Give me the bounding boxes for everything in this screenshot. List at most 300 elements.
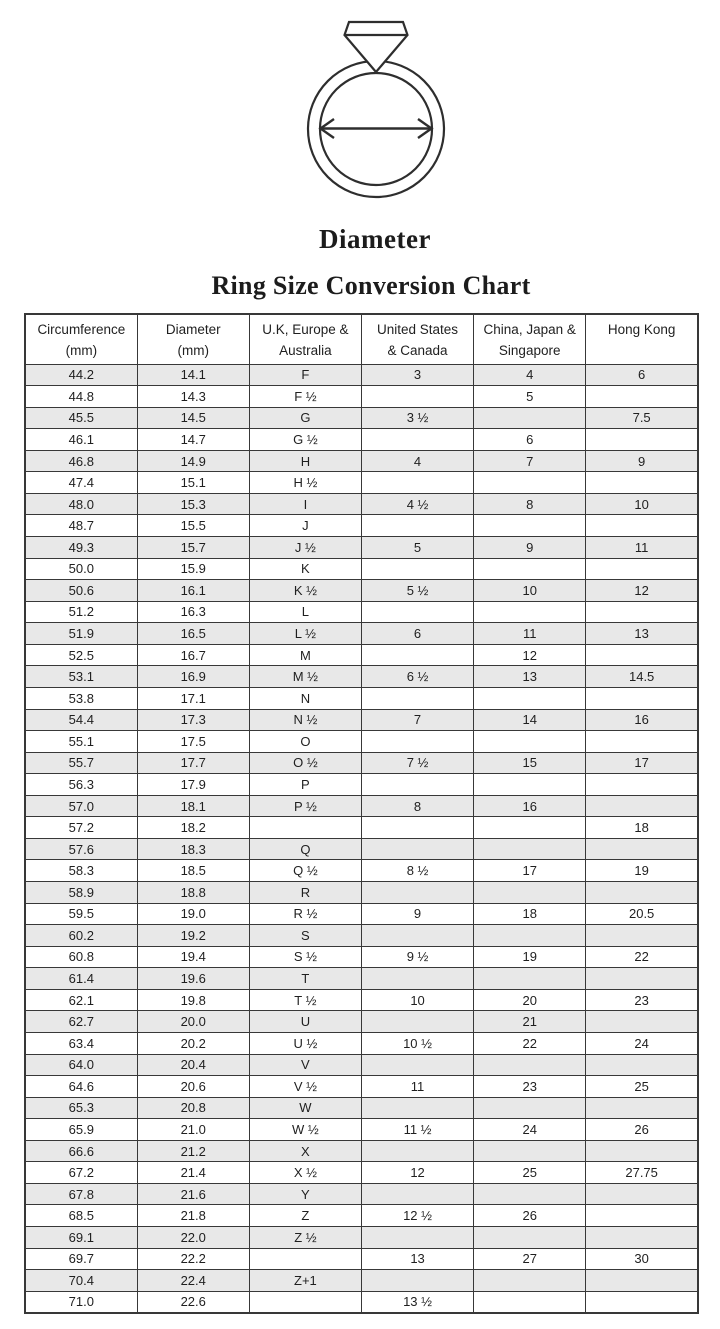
table-cell: 16.1 xyxy=(137,580,249,602)
table-cell: 21.8 xyxy=(137,1205,249,1227)
table-cell: 12 xyxy=(474,644,586,666)
table-cell: H xyxy=(249,450,361,472)
table-cell: P ½ xyxy=(249,795,361,817)
table-cell: 22.2 xyxy=(137,1248,249,1270)
table-cell: 50.0 xyxy=(25,558,137,580)
table-cell: 46.8 xyxy=(25,450,137,472)
table-row xyxy=(25,752,698,774)
table-cell: Q xyxy=(249,838,361,860)
table-cell: 51.9 xyxy=(25,623,137,645)
table-cell: 58.9 xyxy=(25,882,137,904)
table-cell: K ½ xyxy=(249,580,361,602)
table-row xyxy=(25,1011,698,1033)
table-cell: 60.2 xyxy=(25,925,137,947)
table-cell: 57.2 xyxy=(25,817,137,839)
table-cell: U xyxy=(249,1011,361,1033)
table-cell: 17 xyxy=(474,860,586,882)
ring-size-table xyxy=(24,313,699,1314)
table-cell xyxy=(361,558,473,580)
table-cell: T xyxy=(249,968,361,990)
table-row xyxy=(25,1183,698,1205)
table-cell xyxy=(586,838,698,860)
table-cell: 17.3 xyxy=(137,709,249,731)
table-cell xyxy=(586,687,698,709)
table-cell xyxy=(474,407,586,429)
table-cell xyxy=(474,515,586,537)
page-title: Ring Size Conversion Chart xyxy=(211,271,531,300)
table-cell: 25 xyxy=(586,1076,698,1098)
table-cell: 64.0 xyxy=(25,1054,137,1076)
table-cell: 21.6 xyxy=(137,1183,249,1205)
table-cell: L ½ xyxy=(249,623,361,645)
table-cell: 64.6 xyxy=(25,1076,137,1098)
table-cell: 17.9 xyxy=(137,774,249,796)
table-cell: 18.2 xyxy=(137,817,249,839)
table-row xyxy=(25,1076,698,1098)
table-cell: 13 ½ xyxy=(361,1291,473,1313)
table-cell: G ½ xyxy=(249,429,361,451)
table-cell: 4 ½ xyxy=(361,493,473,515)
table-cell: R ½ xyxy=(249,903,361,925)
table-cell: 16.3 xyxy=(137,601,249,623)
table-cell: 71.0 xyxy=(25,1291,137,1313)
table-row xyxy=(25,364,698,386)
table-row xyxy=(25,817,698,839)
table-cell xyxy=(586,1140,698,1162)
table-cell: I xyxy=(249,493,361,515)
table-cell xyxy=(361,1227,473,1249)
table-cell: T ½ xyxy=(249,989,361,1011)
table-cell: 5 ½ xyxy=(361,580,473,602)
table-cell: 53.1 xyxy=(25,666,137,688)
table-cell: 11 xyxy=(361,1076,473,1098)
ring-size-table-body xyxy=(25,364,698,1313)
table-cell xyxy=(586,795,698,817)
table-cell: 7.5 xyxy=(586,407,698,429)
table-cell: 5 xyxy=(474,386,586,408)
table-cell: 12 ½ xyxy=(361,1205,473,1227)
table-cell: 16 xyxy=(586,709,698,731)
table-cell: 14.7 xyxy=(137,429,249,451)
table-cell xyxy=(474,838,586,860)
table-cell: 15.5 xyxy=(137,515,249,537)
table-cell: 67.8 xyxy=(25,1183,137,1205)
table-cell xyxy=(474,882,586,904)
table-cell xyxy=(361,1054,473,1076)
table-cell xyxy=(586,1097,698,1119)
table-cell: 4 xyxy=(474,364,586,386)
table-cell: N xyxy=(249,687,361,709)
table-cell xyxy=(586,472,698,494)
table-cell: 16.7 xyxy=(137,644,249,666)
table-cell: U ½ xyxy=(249,1032,361,1054)
table-row xyxy=(25,666,698,688)
table-cell xyxy=(474,1270,586,1292)
table-cell: Z+1 xyxy=(249,1270,361,1292)
table-cell: 24 xyxy=(474,1119,586,1141)
table-cell xyxy=(586,1227,698,1249)
table-cell: 8 xyxy=(474,493,586,515)
table-cell: 53.8 xyxy=(25,687,137,709)
table-cell xyxy=(586,1270,698,1292)
table-cell: 6 ½ xyxy=(361,666,473,688)
table-cell: Z ½ xyxy=(249,1227,361,1249)
table-cell: K xyxy=(249,558,361,580)
table-cell: 57.0 xyxy=(25,795,137,817)
table-cell: 54.4 xyxy=(25,709,137,731)
table-cell: 48.0 xyxy=(25,493,137,515)
table-cell xyxy=(474,601,586,623)
table-cell xyxy=(586,968,698,990)
table-row xyxy=(25,429,698,451)
table-row xyxy=(25,687,698,709)
table-cell xyxy=(586,1183,698,1205)
table-row xyxy=(25,1032,698,1054)
table-cell: 9 xyxy=(586,450,698,472)
table-row xyxy=(25,903,698,925)
table-cell xyxy=(361,817,473,839)
table-cell: P xyxy=(249,774,361,796)
table-cell xyxy=(474,968,586,990)
table-cell: 16.9 xyxy=(137,666,249,688)
table-cell xyxy=(586,386,698,408)
table-row xyxy=(25,450,698,472)
table-cell: 9 ½ xyxy=(361,946,473,968)
table-row xyxy=(25,731,698,753)
table-cell xyxy=(586,558,698,580)
table-cell: 18.1 xyxy=(137,795,249,817)
table-cell xyxy=(586,1291,698,1313)
table-cell: 58.3 xyxy=(25,860,137,882)
table-row xyxy=(25,989,698,1011)
table-cell: 62.1 xyxy=(25,989,137,1011)
table-cell: 22.4 xyxy=(137,1270,249,1292)
table-cell: M xyxy=(249,644,361,666)
table-cell: 20.5 xyxy=(586,903,698,925)
table-cell: 70.4 xyxy=(25,1270,137,1292)
table-cell: 22 xyxy=(474,1032,586,1054)
table-cell xyxy=(474,774,586,796)
table-cell: 21 xyxy=(474,1011,586,1033)
table-row xyxy=(25,1291,698,1313)
table-cell xyxy=(586,1054,698,1076)
table-cell: 7 xyxy=(474,450,586,472)
table-cell: M ½ xyxy=(249,666,361,688)
table-cell: 19.2 xyxy=(137,925,249,947)
table-row xyxy=(25,925,698,947)
table-row xyxy=(25,795,698,817)
table-cell: W xyxy=(249,1097,361,1119)
table-cell xyxy=(361,386,473,408)
table-cell: 69.1 xyxy=(25,1227,137,1249)
table-cell: 23 xyxy=(474,1076,586,1098)
table-row xyxy=(25,407,698,429)
table-cell xyxy=(586,882,698,904)
table-cell: 21.4 xyxy=(137,1162,249,1184)
table-row xyxy=(25,1162,698,1184)
table-cell: Z xyxy=(249,1205,361,1227)
table-cell xyxy=(361,601,473,623)
table-cell: 17 xyxy=(586,752,698,774)
table-row xyxy=(25,515,698,537)
table-cell xyxy=(361,644,473,666)
table-cell: 20.4 xyxy=(137,1054,249,1076)
table-cell: 68.5 xyxy=(25,1205,137,1227)
table-cell: 22.6 xyxy=(137,1291,249,1313)
table-cell: 19 xyxy=(586,860,698,882)
table-cell: 6 xyxy=(361,623,473,645)
table-cell: 14.9 xyxy=(137,450,249,472)
table-cell: 9 xyxy=(474,537,586,559)
table-cell: V xyxy=(249,1054,361,1076)
table-cell: L xyxy=(249,601,361,623)
table-cell: 20.8 xyxy=(137,1097,249,1119)
table-cell xyxy=(361,882,473,904)
table-cell: 26 xyxy=(474,1205,586,1227)
table-row xyxy=(25,623,698,645)
table-cell: 13 xyxy=(474,666,586,688)
table-row xyxy=(25,558,698,580)
table-cell: 13 xyxy=(361,1248,473,1270)
table-cell: 44.8 xyxy=(25,386,137,408)
table-row xyxy=(25,1248,698,1270)
table-cell: 21.0 xyxy=(137,1119,249,1141)
table-row xyxy=(25,537,698,559)
column-header-china-japan-singapore: China, Japan & Singapore xyxy=(474,314,586,364)
table-cell: G xyxy=(249,407,361,429)
table-cell: Q ½ xyxy=(249,860,361,882)
table-cell xyxy=(361,429,473,451)
table-cell: 19 xyxy=(474,946,586,968)
table-cell: 60.8 xyxy=(25,946,137,968)
table-cell xyxy=(586,731,698,753)
table-cell: 14.3 xyxy=(137,386,249,408)
column-header-us-canada: United States & Canada xyxy=(361,314,473,364)
ring-with-diamond-icon xyxy=(290,14,462,206)
table-cell: 14.1 xyxy=(137,364,249,386)
table-cell: 20.6 xyxy=(137,1076,249,1098)
table-row xyxy=(25,1119,698,1141)
table-cell: 18 xyxy=(586,817,698,839)
table-cell xyxy=(361,838,473,860)
table-cell xyxy=(474,925,586,947)
table-cell: 25 xyxy=(474,1162,586,1184)
table-cell: 7 xyxy=(361,709,473,731)
table-cell: 19.6 xyxy=(137,968,249,990)
table-cell: H ½ xyxy=(249,472,361,494)
table-cell: F ½ xyxy=(249,386,361,408)
table-cell: 15 xyxy=(474,752,586,774)
table-cell xyxy=(586,1011,698,1033)
table-cell: 65.9 xyxy=(25,1119,137,1141)
table-cell: 18.8 xyxy=(137,882,249,904)
table-cell: 30 xyxy=(586,1248,698,1270)
table-cell xyxy=(249,817,361,839)
table-cell: 17.1 xyxy=(137,687,249,709)
table-cell: 63.4 xyxy=(25,1032,137,1054)
table-cell xyxy=(474,1183,586,1205)
table-cell xyxy=(361,1011,473,1033)
table-cell: 22 xyxy=(586,946,698,968)
table-cell: 10 xyxy=(586,493,698,515)
table-cell: 16.5 xyxy=(137,623,249,645)
table-cell: 66.6 xyxy=(25,1140,137,1162)
table-row xyxy=(25,1227,698,1249)
diameter-arrow xyxy=(321,119,432,138)
table-cell: 27 xyxy=(474,1248,586,1270)
table-cell: 49.3 xyxy=(25,537,137,559)
table-cell: N ½ xyxy=(249,709,361,731)
table-cell: F xyxy=(249,364,361,386)
table-cell: 22.0 xyxy=(137,1227,249,1249)
table-cell: 20 xyxy=(474,989,586,1011)
diagram-caption: Diameter xyxy=(319,224,431,254)
table-cell xyxy=(361,925,473,947)
table-cell: 23 xyxy=(586,989,698,1011)
table-row xyxy=(25,386,698,408)
table-cell: 6 xyxy=(586,364,698,386)
table-cell: J ½ xyxy=(249,537,361,559)
table-cell xyxy=(586,1205,698,1227)
table-cell xyxy=(474,1140,586,1162)
table-cell: 46.1 xyxy=(25,429,137,451)
table-cell: 14.5 xyxy=(137,407,249,429)
table-row xyxy=(25,774,698,796)
table-cell: 24 xyxy=(586,1032,698,1054)
table-row xyxy=(25,838,698,860)
table-cell xyxy=(474,817,586,839)
table-cell: 14.5 xyxy=(586,666,698,688)
table-row xyxy=(25,882,698,904)
table-cell: 10 xyxy=(361,989,473,1011)
table-cell xyxy=(361,1140,473,1162)
column-header-diameter: Diameter (mm) xyxy=(137,314,249,364)
table-cell xyxy=(361,1270,473,1292)
table-cell: 20.0 xyxy=(137,1011,249,1033)
table-cell: 16 xyxy=(474,795,586,817)
table-cell xyxy=(586,774,698,796)
table-cell: 65.3 xyxy=(25,1097,137,1119)
table-header-row xyxy=(25,314,698,364)
table-row xyxy=(25,1205,698,1227)
table-cell xyxy=(474,1054,586,1076)
table-row xyxy=(25,1270,698,1292)
table-cell xyxy=(586,429,698,451)
table-cell: 17.5 xyxy=(137,731,249,753)
table-cell xyxy=(361,687,473,709)
table-cell: 13 xyxy=(586,623,698,645)
table-cell: 19.0 xyxy=(137,903,249,925)
table-cell xyxy=(249,1248,361,1270)
table-cell: 11 xyxy=(586,537,698,559)
table-cell: 47.4 xyxy=(25,472,137,494)
table-cell: 50.6 xyxy=(25,580,137,602)
table-cell: 7 ½ xyxy=(361,752,473,774)
table-cell: 57.6 xyxy=(25,838,137,860)
table-cell: X xyxy=(249,1140,361,1162)
table-cell: 52.5 xyxy=(25,644,137,666)
table-cell: 18.3 xyxy=(137,838,249,860)
table-cell xyxy=(474,1097,586,1119)
table-cell: 18 xyxy=(474,903,586,925)
table-cell xyxy=(474,731,586,753)
table-cell: 17.7 xyxy=(137,752,249,774)
table-cell: 67.2 xyxy=(25,1162,137,1184)
table-cell xyxy=(586,515,698,537)
table-cell xyxy=(474,472,586,494)
table-row xyxy=(25,968,698,990)
table-cell xyxy=(586,601,698,623)
table-cell: 12 xyxy=(586,580,698,602)
table-cell: S xyxy=(249,925,361,947)
table-cell: 14 xyxy=(474,709,586,731)
table-row xyxy=(25,1097,698,1119)
table-row xyxy=(25,644,698,666)
table-cell xyxy=(361,472,473,494)
table-cell: 56.3 xyxy=(25,774,137,796)
table-cell xyxy=(474,558,586,580)
table-cell: 59.5 xyxy=(25,903,137,925)
table-cell: 3 ½ xyxy=(361,407,473,429)
table-cell xyxy=(474,687,586,709)
table-cell: O ½ xyxy=(249,752,361,774)
column-header-hong-kong: Hong Kong xyxy=(586,314,698,364)
table-cell: 61.4 xyxy=(25,968,137,990)
table-row xyxy=(25,472,698,494)
table-cell xyxy=(361,731,473,753)
table-cell: Y xyxy=(249,1183,361,1205)
table-cell: 69.7 xyxy=(25,1248,137,1270)
table-cell xyxy=(361,774,473,796)
table-cell: 44.2 xyxy=(25,364,137,386)
table-cell: 55.1 xyxy=(25,731,137,753)
table-cell: 19.8 xyxy=(137,989,249,1011)
table-cell: 26 xyxy=(586,1119,698,1141)
table-row xyxy=(25,946,698,968)
table-cell xyxy=(474,1291,586,1313)
table-row xyxy=(25,601,698,623)
column-header-circumference: Circumference (mm) xyxy=(25,314,137,364)
table-cell: 55.7 xyxy=(25,752,137,774)
table-cell xyxy=(361,1097,473,1119)
table-cell: 20.2 xyxy=(137,1032,249,1054)
table-row xyxy=(25,860,698,882)
table-row xyxy=(25,709,698,731)
table-cell: R xyxy=(249,882,361,904)
table-cell: 4 xyxy=(361,450,473,472)
table-cell xyxy=(361,968,473,990)
table-cell: 9 xyxy=(361,903,473,925)
table-cell: 3 xyxy=(361,364,473,386)
table-cell: V ½ xyxy=(249,1076,361,1098)
table-row xyxy=(25,493,698,515)
column-header-uk-europe-australia: U.K, Europe & Australia xyxy=(249,314,361,364)
table-cell: 18.5 xyxy=(137,860,249,882)
table-cell: 10 ½ xyxy=(361,1032,473,1054)
table-cell: O xyxy=(249,731,361,753)
table-row xyxy=(25,1140,698,1162)
table-cell xyxy=(361,1183,473,1205)
table-row xyxy=(25,1054,698,1076)
table-cell: 5 xyxy=(361,537,473,559)
table-cell: 15.7 xyxy=(137,537,249,559)
table-cell: 21.2 xyxy=(137,1140,249,1162)
table-cell xyxy=(249,1291,361,1313)
table-row xyxy=(25,580,698,602)
table-cell: 15.3 xyxy=(137,493,249,515)
table-cell xyxy=(586,925,698,947)
table-cell: 51.2 xyxy=(25,601,137,623)
